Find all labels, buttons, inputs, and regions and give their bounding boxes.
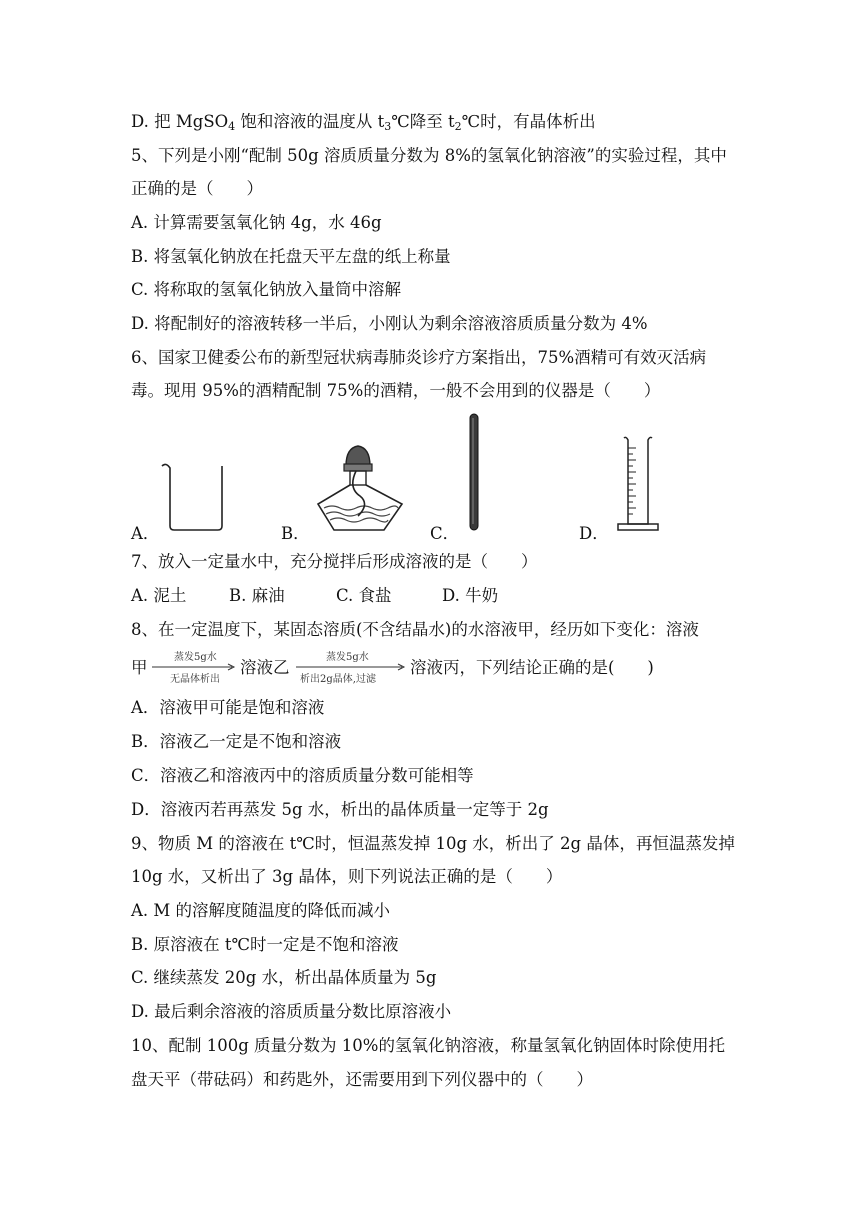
- q9-stem-line2: 10g 水，又析出了 3g 晶体，则下列说法正确的是（ ）: [131, 867, 563, 886]
- q8-arrow2-top: 蒸发5g水: [326, 652, 369, 663]
- q8-arrow1-bottom: 无晶体析出: [170, 674, 220, 685]
- q7-options: [131, 585, 498, 607]
- q8-arrow-2: [296, 648, 406, 684]
- q8-option-a: A．溶液甲可能是饱和溶液: [131, 698, 325, 717]
- q9-option-c: C. 继续蒸发 20g 水，析出晶体质量为 5g: [131, 968, 437, 987]
- q10-stem-line2: 盘天平（带砝码）和药匙外，还需要用到下列仪器中的（ ）: [131, 1070, 593, 1089]
- q8-option-b: B．溶液乙一定是不饱和溶液: [131, 732, 342, 751]
- q4-option-d: [131, 111, 596, 138]
- q6-label-d: D．: [579, 524, 609, 543]
- q8-arrow1-top: 蒸发5g水: [174, 652, 217, 663]
- q7-stem: 7、放入一定量水中，充分搅拌后形成溶液的是（ ）: [131, 552, 538, 571]
- glass-rod-image: [466, 412, 482, 534]
- q6-stem-line1: 6、国家卫健委公布的新型冠状病毒肺炎诊疗方案指出，75%酒精可有效灭活病: [131, 348, 707, 367]
- q9-option-d: D. 最后剩余溶液的溶质质量分数比原溶液小: [131, 1002, 452, 1021]
- beaker-image: [160, 460, 232, 534]
- q5-stem-line2: 正确的是（ ）: [131, 179, 263, 198]
- q7-option-c: C. 食盐: [336, 586, 392, 605]
- q9-option-b: B. 原溶液在 t℃时一定是不饱和溶液: [131, 935, 399, 954]
- q9-stem-line1: 9、物质 M 的溶液在 t℃时，恒温蒸发掉 10g 水，析出了 2g 晶体，再恒温蒸发掉: [131, 834, 735, 853]
- q8-arrow-1: [152, 648, 236, 684]
- q4-d-sub-1: 4: [228, 120, 236, 133]
- q7-option-a: A. 泥土: [131, 586, 187, 605]
- graduated-cylinder-image: [616, 434, 660, 536]
- q8-option-d: D．溶液丙若再蒸发 5g 水，析出的晶体质量一定等于 2g: [131, 800, 549, 819]
- q5-option-a: A. 计算需要氢氧化钠 4g，水 46g: [131, 213, 382, 232]
- q4-d-sub-2: 3: [384, 120, 392, 133]
- q4-d-text-1: D. 把 MgSO: [131, 112, 229, 131]
- q8-arrow2-bottom: 析出2g晶体,过滤: [300, 674, 376, 685]
- q6-stem-line2: 毒。现用 95%的酒精配制 75%的酒精，一般不会用到的仪器是（ ）: [131, 381, 661, 400]
- q6-label-a: A．: [131, 524, 160, 543]
- q6-label-c: C．: [430, 524, 460, 543]
- q4-d-sub-3: 2: [454, 120, 462, 133]
- q8-stem-line1: 8、在一定温度下，某固态溶质(不含结晶水)的水溶液甲，经历如下变化：溶液: [131, 620, 699, 639]
- q4-d-text-4: ℃时，有晶体析出: [461, 112, 596, 131]
- q10-stem-line1: 10、配制 100g 质量分数为 10%的氢氧化钠溶液，称量氢氧化钠固体时除使用托: [131, 1036, 725, 1055]
- q5-option-d: D. 将配制好的溶液转移一半后，小刚认为剩余溶液溶质质量分数为 4%: [131, 314, 648, 333]
- q8-jia: 甲: [131, 658, 148, 677]
- q5-option-b: B. 将氢氧化钠放在托盘天平左盘的纸上称量: [131, 247, 451, 266]
- alcohol-lamp-image: [312, 438, 408, 534]
- q4-d-text-2: 饱和溶液的温度从 t: [235, 112, 385, 131]
- q8-option-c: C．溶液乙和溶液丙中的溶质质量分数可能相等: [131, 766, 474, 785]
- q7-option-d: D. 牛奶: [442, 586, 499, 605]
- q5-stem-line1: 5、下列是小刚“配制 50g 溶质质量分数为 8%的氢氧化钠溶液”的实验过程，其中: [131, 146, 727, 165]
- q8-yi: 溶液乙: [240, 658, 290, 677]
- q7-option-b: B. 麻油: [229, 586, 285, 605]
- q5-option-c: C. 将称取的氢氧化钠放入量筒中溶解: [131, 280, 402, 299]
- q4-d-text-3: ℃降至 t: [391, 112, 455, 131]
- q6-label-b: B．: [281, 524, 310, 543]
- q9-option-a: A. M 的溶解度随温度的降低而减小: [131, 901, 391, 920]
- q8-bing: 溶液丙，下列结论正确的是( ): [410, 658, 654, 677]
